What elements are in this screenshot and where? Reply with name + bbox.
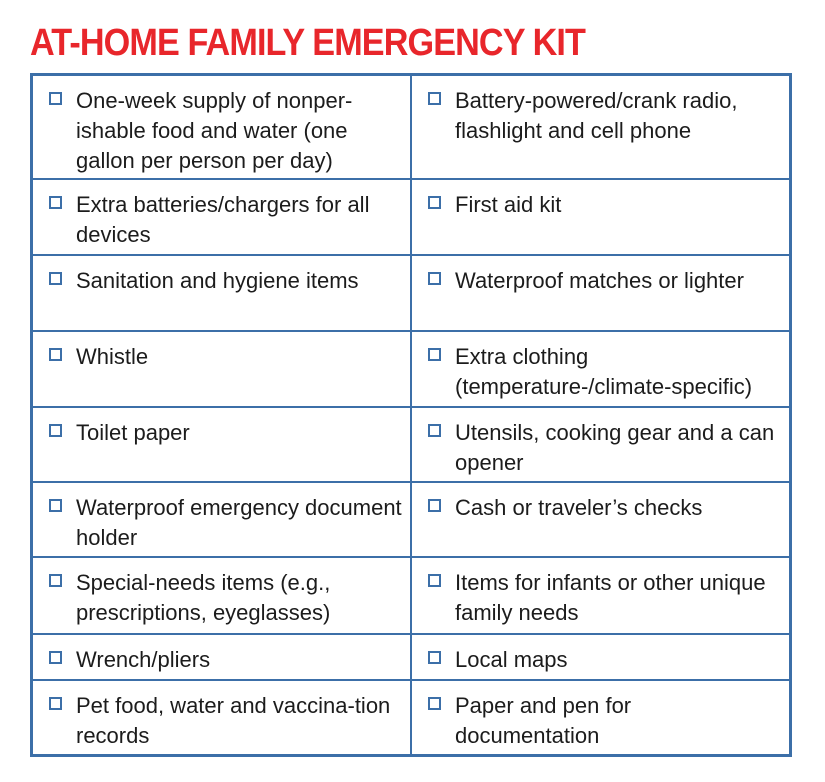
checkbox-icon[interactable] [49, 196, 62, 209]
checklist-item-label: Wrench/pliers [76, 647, 211, 672]
checkbox-icon[interactable] [49, 499, 62, 512]
checklist-item-label: Local maps [455, 647, 568, 672]
checkbox-icon[interactable] [428, 92, 441, 105]
checkbox-icon[interactable] [428, 196, 441, 209]
checklist-item-label: Waterproof emergency document holder [76, 495, 402, 550]
checkbox-icon[interactable] [428, 272, 441, 285]
checklist-item-label: Extra clothing (temperature-/climate-specific) [455, 344, 753, 399]
checklist-item-label: Paper and pen for documentation [455, 693, 632, 748]
checklist-item [33, 681, 412, 754]
checklist-item [33, 483, 412, 558]
checklist-item [33, 256, 412, 332]
checklist-item [33, 408, 412, 483]
checkbox-icon[interactable] [428, 574, 441, 587]
checkbox-icon[interactable] [49, 574, 62, 587]
checkbox-icon[interactable] [428, 697, 441, 710]
checkbox-icon[interactable] [428, 499, 441, 512]
checkbox-icon[interactable] [428, 651, 441, 664]
checklist-item-label: Waterproof matches or lighter [455, 268, 744, 293]
checklist-item-label: Extra batteries/chargers for all devices [76, 192, 370, 247]
checklist-item [33, 180, 412, 256]
checklist-item [33, 76, 412, 180]
checklist-item [412, 180, 789, 256]
checklist-item-label: Items for infants or other unique family needs [455, 570, 766, 625]
checklist-item-label: Utensils, cooking gear and a can opener [455, 420, 775, 475]
checklist-item-label: One-week supply of nonper-ishable food and water (one gallon per person per day) [76, 88, 353, 173]
checklist-item-label: Special-needs items (e.g., prescriptions, eyeglasses) [76, 570, 331, 625]
checkbox-icon[interactable] [49, 651, 62, 664]
checklist-item-label: Toilet paper [76, 420, 190, 445]
checkbox-icon[interactable] [49, 92, 62, 105]
checklist-item [33, 558, 412, 635]
checklist-item [412, 681, 789, 754]
checklist-item-label: Whistle [76, 344, 149, 369]
checklist-table [30, 73, 792, 757]
checkbox-icon[interactable] [428, 348, 441, 361]
page-title: AT-HOME FAMILY EMERGENCY KIT [30, 22, 586, 64]
checklist-item-label: Cash or traveler’s checks [455, 495, 703, 520]
checklist-item [33, 332, 412, 408]
checkbox-icon[interactable] [428, 424, 441, 437]
checklist-item [412, 558, 789, 635]
checklist-item-label: First aid kit [455, 192, 562, 217]
checklist-item [412, 635, 789, 681]
checklist-item-label: Pet food, water and vaccina-tion records [76, 693, 391, 748]
checklist-item [412, 408, 789, 483]
checklist-item [412, 76, 789, 180]
checklist-item [412, 256, 789, 332]
checklist-item [412, 483, 789, 558]
checklist-item [33, 635, 412, 681]
checkbox-icon[interactable] [49, 424, 62, 437]
checklist-item-label: Sanitation and hygiene items [76, 268, 359, 293]
checkbox-icon[interactable] [49, 348, 62, 361]
checkbox-icon[interactable] [49, 272, 62, 285]
checkbox-icon[interactable] [49, 697, 62, 710]
checklist-item [412, 332, 789, 408]
checklist-item-label: Battery-powered/crank radio, flashlight and cell phone [455, 88, 738, 143]
